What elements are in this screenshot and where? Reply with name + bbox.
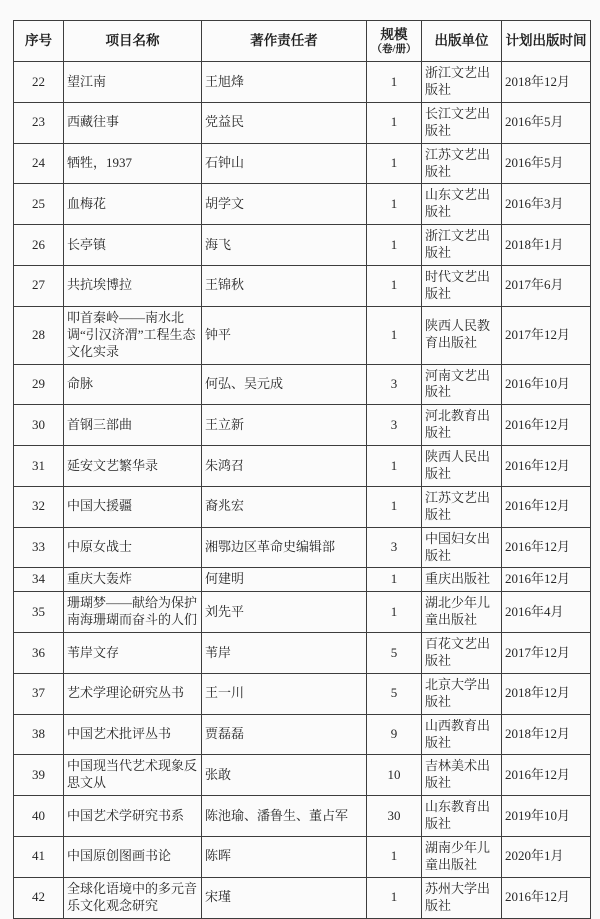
cell-planned-date: 2016年12月 [502,527,591,568]
cell-planned-date: 2020年1月 [502,836,591,877]
cell-author: 王立新 [202,405,367,446]
cell-scale-volumes: 5 [367,673,422,714]
cell-author: 刘先平 [202,592,367,633]
cell-scale-volumes: 30 [367,796,422,837]
publication-projects-table [13,20,591,919]
cell-serial-number: 25 [14,184,64,225]
cell-project-name: 牺牲，1937 [64,143,202,184]
cell-planned-date: 2016年10月 [502,364,591,405]
column-header: 计划出版时间 [502,21,591,62]
cell-scale-volumes: 1 [367,486,422,527]
cell-publisher: 时代文艺出版社 [422,266,502,307]
cell-planned-date: 2018年1月 [502,225,591,266]
header-row [14,21,591,62]
cell-publisher: 江苏文艺出版社 [422,143,502,184]
cell-planned-date: 2016年12月 [502,486,591,527]
cell-serial-number: 22 [14,62,64,103]
cell-project-name: 叩首秦岭——南水北调“引汉济渭”工程生态文化实录 [64,306,202,364]
cell-serial-number: 40 [14,796,64,837]
cell-scale-volumes: 1 [367,306,422,364]
cell-scale-volumes: 10 [367,755,422,796]
cell-serial-number: 42 [14,877,64,918]
cell-scale-volumes: 1 [367,266,422,307]
cell-project-name: 珊瑚梦——献给为保护南海珊瑚而奋斗的人们 [64,592,202,633]
cell-serial-number: 27 [14,266,64,307]
table-row [14,592,591,633]
cell-project-name: 中国艺术批评丛书 [64,714,202,755]
column-header: 序号 [14,21,64,62]
cell-project-name: 首钢三部曲 [64,405,202,446]
cell-publisher: 浙江文艺出版社 [422,225,502,266]
table-row [14,446,591,487]
cell-serial-number: 30 [14,405,64,446]
table-row [14,62,591,103]
cell-planned-date: 2017年6月 [502,266,591,307]
cell-serial-number: 33 [14,527,64,568]
cell-serial-number: 37 [14,673,64,714]
cell-author: 海飞 [202,225,367,266]
cell-publisher: 浙江文艺出版社 [422,62,502,103]
table-body [14,62,591,918]
cell-author: 胡学文 [202,184,367,225]
table-row [14,568,591,592]
cell-author: 何弘、吴元成 [202,364,367,405]
cell-author: 宋瑾 [202,877,367,918]
cell-scale-volumes: 5 [367,633,422,674]
cell-planned-date: 2016年4月 [502,592,591,633]
table-header [14,21,591,62]
cell-serial-number: 29 [14,364,64,405]
cell-serial-number: 39 [14,755,64,796]
cell-serial-number: 41 [14,836,64,877]
cell-publisher: 湖南少年儿童出版社 [422,836,502,877]
cell-author: 石钟山 [202,143,367,184]
cell-publisher: 河北教育出版社 [422,405,502,446]
cell-author: 湘鄂边区革命史编辑部 [202,527,367,568]
cell-serial-number: 31 [14,446,64,487]
cell-project-name: 中国现当代艺术现象反思文从 [64,755,202,796]
cell-planned-date: 2016年12月 [502,405,591,446]
table-row [14,364,591,405]
cell-scale-volumes: 1 [367,184,422,225]
cell-author: 钟平 [202,306,367,364]
cell-project-name: 血梅花 [64,184,202,225]
cell-author: 王锦秋 [202,266,367,307]
cell-scale-volumes: 9 [367,714,422,755]
column-header: 出版单位 [422,21,502,62]
cell-scale-volumes: 1 [367,225,422,266]
cell-publisher: 陕西人民教育出版社 [422,306,502,364]
cell-publisher: 中国妇女出版社 [422,527,502,568]
table-row [14,225,591,266]
table-row [14,143,591,184]
cell-serial-number: 32 [14,486,64,527]
cell-serial-number: 28 [14,306,64,364]
table-row [14,527,591,568]
cell-publisher: 重庆出版社 [422,568,502,592]
cell-author: 王旭烽 [202,62,367,103]
cell-serial-number: 35 [14,592,64,633]
cell-serial-number: 38 [14,714,64,755]
cell-serial-number: 23 [14,102,64,143]
cell-project-name: 中原女战士 [64,527,202,568]
cell-project-name: 中国艺术学研究书系 [64,796,202,837]
cell-scale-volumes: 3 [367,364,422,405]
cell-project-name: 延安文艺繁华录 [64,446,202,487]
column-header: 项目名称 [64,21,202,62]
cell-planned-date: 2018年12月 [502,673,591,714]
cell-scale-volumes: 1 [367,102,422,143]
table-row [14,102,591,143]
cell-publisher: 河南文艺出版社 [422,364,502,405]
cell-publisher: 山东教育出版社 [422,796,502,837]
cell-project-name: 重庆大轰炸 [64,568,202,592]
cell-scale-volumes: 1 [367,568,422,592]
cell-scale-volumes: 1 [367,446,422,487]
cell-author: 陈池瑜、潘鲁生、董占军 [202,796,367,837]
cell-planned-date: 2017年12月 [502,633,591,674]
cell-author: 张敢 [202,755,367,796]
cell-planned-date: 2016年3月 [502,184,591,225]
table-row [14,877,591,918]
cell-publisher: 山东文艺出版社 [422,184,502,225]
table-row [14,184,591,225]
cell-planned-date: 2016年5月 [502,102,591,143]
cell-publisher: 湖北少年儿童出版社 [422,592,502,633]
cell-project-name: 全球化语境中的多元音乐文化观念研究 [64,877,202,918]
cell-publisher: 陕西人民出版社 [422,446,502,487]
cell-planned-date: 2016年12月 [502,755,591,796]
cell-scale-volumes: 1 [367,143,422,184]
cell-publisher: 北京大学出版社 [422,673,502,714]
cell-project-name: 西藏往事 [64,102,202,143]
cell-project-name: 共抗埃博拉 [64,266,202,307]
cell-project-name: 中国原创图画书论 [64,836,202,877]
cell-serial-number: 34 [14,568,64,592]
cell-planned-date: 2016年12月 [502,877,591,918]
cell-scale-volumes: 1 [367,592,422,633]
cell-project-name: 命脉 [64,364,202,405]
cell-publisher: 吉林美术出版社 [422,755,502,796]
table-row [14,486,591,527]
cell-author: 王一川 [202,673,367,714]
cell-planned-date: 2016年12月 [502,568,591,592]
table-row [14,266,591,307]
column-header: 著作责任者 [202,21,367,62]
cell-scale-volumes: 3 [367,527,422,568]
cell-scale-volumes: 1 [367,62,422,103]
cell-publisher: 山西教育出版社 [422,714,502,755]
cell-project-name: 望江南 [64,62,202,103]
cell-project-name: 艺术学理论研究丛书 [64,673,202,714]
cell-planned-date: 2018年12月 [502,62,591,103]
cell-project-name: 长亭镇 [64,225,202,266]
table-row [14,306,591,364]
table-row [14,755,591,796]
cell-publisher: 苏州大学出版社 [422,877,502,918]
cell-author: 何建明 [202,568,367,592]
cell-planned-date: 2016年5月 [502,143,591,184]
table-row [14,673,591,714]
cell-project-name: 苇岸文存 [64,633,202,674]
cell-author: 裔兆宏 [202,486,367,527]
cell-planned-date: 2019年10月 [502,796,591,837]
column-header: 规模 （卷/册） [367,21,422,62]
table-row [14,796,591,837]
cell-publisher: 江苏文艺出版社 [422,486,502,527]
cell-serial-number: 36 [14,633,64,674]
cell-scale-volumes: 1 [367,836,422,877]
table-row [14,714,591,755]
cell-planned-date: 2016年12月 [502,446,591,487]
cell-author: 陈晖 [202,836,367,877]
table-row [14,633,591,674]
column-header-subtext: （卷/册） [371,43,417,55]
cell-scale-volumes: 3 [367,405,422,446]
table-row [14,836,591,877]
cell-author: 苇岸 [202,633,367,674]
table-row [14,405,591,446]
cell-planned-date: 2017年12月 [502,306,591,364]
cell-publisher: 长江文艺出版社 [422,102,502,143]
cell-planned-date: 2018年12月 [502,714,591,755]
cell-publisher: 百花文艺出版社 [422,633,502,674]
cell-author: 贾磊磊 [202,714,367,755]
cell-scale-volumes: 1 [367,877,422,918]
cell-author: 朱鸿召 [202,446,367,487]
cell-serial-number: 26 [14,225,64,266]
cell-serial-number: 24 [14,143,64,184]
cell-project-name: 中国大援疆 [64,486,202,527]
cell-author: 党益民 [202,102,367,143]
